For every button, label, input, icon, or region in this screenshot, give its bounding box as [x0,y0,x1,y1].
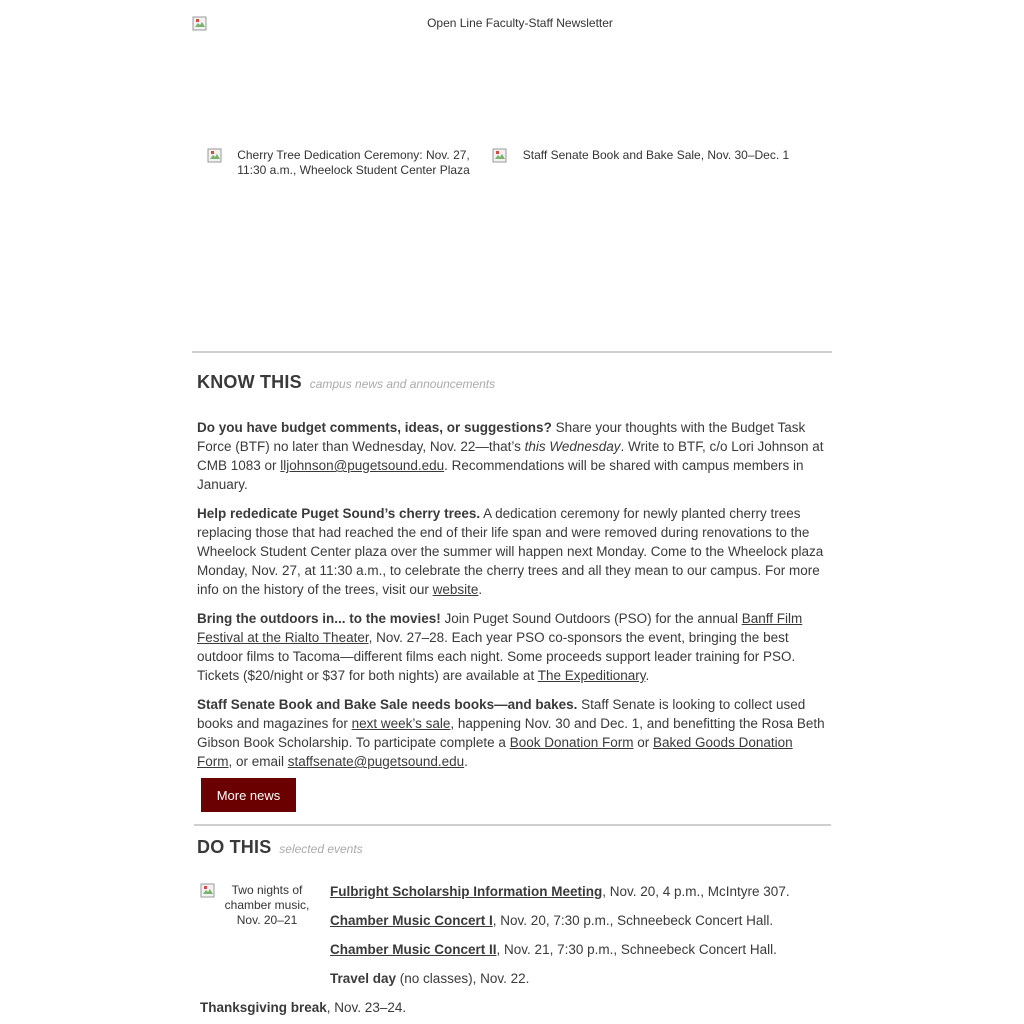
news-lead: Bring the outdoors in... to the movies! [197,611,441,626]
do-this-heading [197,837,363,858]
more-news-button[interactable]: More news [201,778,296,812]
news-text: Join Puget Sound Outdoors (PSO) for the annual [440,611,742,626]
news-text: or [633,735,654,750]
news-text: . [464,754,468,769]
event-item [330,911,830,940]
event-detail: , Nov. 23–24. [326,1000,407,1015]
email-link-staffsenate[interactable]: staffsenate@pugetsound.edu [287,754,465,769]
book-donation-form-link[interactable]: Book Donation Form [509,735,634,750]
website-link[interactable]: website [432,582,479,597]
broken-image-icon [207,148,223,167]
email-link-lljohnson[interactable]: lljohnson@pugetsound.edu [280,458,445,473]
news-text: A dedication ceremony for newly planted cherry trees replacing those that had reached the end of their life span and were removed during renovations to the Wheelock Student Center plaza over the summer will happen next Monday. Come to the Wheelock plaza Monday, Nov. 27, at 11:30 a.m., to celebrate the cherry trees and all they mean to our campus. For more info on the history of the trees, visit our [197,506,824,597]
news-text: . [645,668,650,683]
event-detail: (no classes), Nov. 22. [396,971,530,986]
banner-alt-text: Open Line Faculty-Staff Newsletter [427,16,613,30]
event-item [330,940,830,969]
news-text: , Nov. 27–28. Each year PSO co-sponsors the event, bringing the best outdoor films to Tacoma—different films each night. Some proceeds support leader training for PSO. Tickets ($20/night or $37 for both nights) are available at [197,630,796,683]
news-lead: Staff Senate Book and Bake Sale needs books—and bakes. [197,697,578,712]
promo-alt-text: Staff Senate Book and Bake Sale, Nov. 30–Dec. 1 [522,148,790,162]
section-divider [192,351,832,353]
news-text: Staff Senate is looking to collect used books and magazines for [197,697,806,731]
section-subtitle: campus news and announcements [309,377,496,391]
baked-goods-form-link[interactable]: Baked Goods Donation Form [197,735,793,769]
event-detail: , Nov. 20, 4 p.m., McIntyre 307. [602,884,790,899]
broken-image-icon [492,148,508,167]
event-name: Thanksgiving break [200,1000,327,1015]
news-item-banff [197,609,829,685]
chamber-music-image[interactable] [200,883,320,928]
news-text: . Write to BTF, c/o Lori Johnson at CMB 1083 or [197,439,824,473]
news-emphasis: this Wednesday [524,439,621,454]
news-lead: Do you have budget comments, ideas, or suggestions? [197,420,552,435]
event-detail: , Nov. 21, 7:30 p.m., Schneebeck Concert Hall. [496,942,777,957]
news-text: Share your thoughts with the Budget Task Force (BTF) no later than Wednesday, Nov. 22—that’s [197,420,806,454]
event-link-chamber-1[interactable]: Chamber Music Concert I [330,913,493,928]
news-text: . Recommendations will be shared with campus members in January. [197,458,804,492]
promo-cherry-tree[interactable] [207,148,482,338]
news-item-cherry-trees [197,504,829,599]
broken-image-icon [200,883,216,903]
section-divider [194,824,831,826]
news-text: , happening Nov. 30 and Dec. 1, and benefitting the Rosa Beth Gibson Book Scholarship. To participate complete a [197,716,825,750]
event-link-fulbright[interactable]: Fulbright Scholarship Information Meeting [330,884,603,899]
news-item-book-sale [197,695,829,771]
expeditionary-link[interactable]: The Expeditionary [537,668,646,683]
event-item [330,882,830,911]
sale-link[interactable]: next week’s sale [351,716,451,731]
event-list [330,882,830,998]
event-detail: , Nov. 20, 7:30 p.m., Schneebeck Concert Hall. [492,913,774,928]
news-lead: Help rededicate Puget Sound’s cherry trees. [197,506,481,521]
news-list [197,418,829,781]
event-item [200,998,406,1017]
news-text: . [478,582,483,597]
broken-image-icon [192,16,208,35]
banff-link[interactable]: Banff Film Festival at the Rialto Theater [197,611,803,645]
section-title: DO THIS [197,837,272,857]
news-item-budget [197,418,829,494]
section-title: KNOW THIS [197,372,302,392]
event-image-alt-text: Two nights of chamber music, Nov. 20–21 [224,883,310,927]
know-this-heading [197,372,495,393]
event-item [330,969,830,998]
promo-alt-text: Cherry Tree Dedication Ceremony: Nov. 27, 11:30 a.m., Wheelock Student Center Plaza [237,148,470,177]
newsletter-banner[interactable] [192,14,832,124]
promo-book-sale[interactable] [492,148,802,338]
news-text: , or email [228,754,288,769]
event-name: Travel day [330,971,397,986]
section-subtitle: selected events [279,842,363,856]
event-link-chamber-2[interactable]: Chamber Music Concert II [330,942,497,957]
